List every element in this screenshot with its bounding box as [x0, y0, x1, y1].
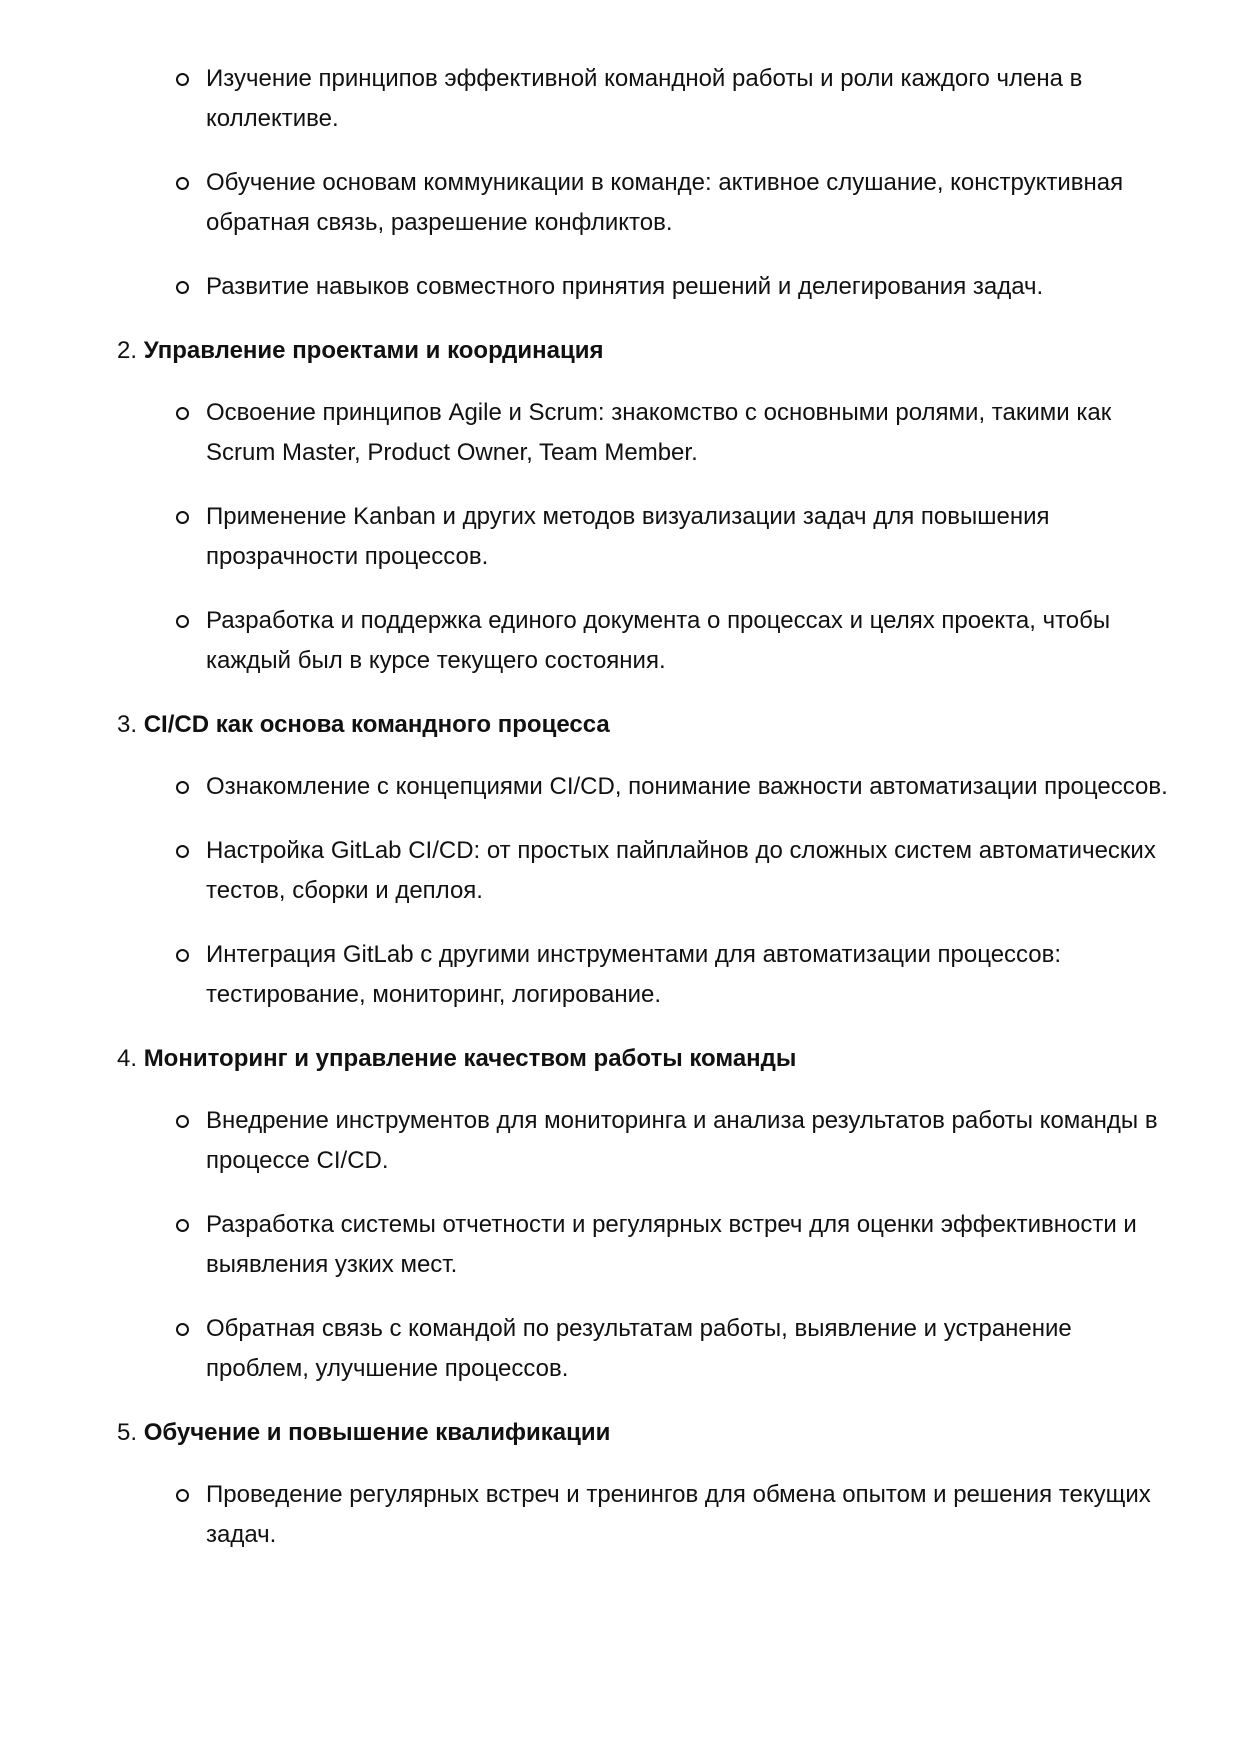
section-heading-5	[0, 1413, 1239, 1453]
list-item-text: Разработка и поддержка единого документа о процессах и целях проекта, чтобы каждый был в курсе текущего состояния.	[206, 607, 1111, 674]
section-title: Обучение и повышение квалификации	[143, 1419, 611, 1446]
section-title: Управление проектами и координация	[143, 337, 604, 364]
list-item	[0, 59, 1239, 139]
hollow-circle-bullet-icon	[176, 615, 189, 628]
hollow-circle-bullet-icon	[176, 407, 189, 420]
hollow-circle-bullet-icon	[176, 845, 189, 858]
hollow-circle-bullet-icon	[176, 1115, 189, 1128]
list-item	[0, 1205, 1239, 1285]
list-item-text: Обратная связь с командой по результатам работы, выявление и устранение проблем, улучшение процессов.	[206, 1315, 1072, 1382]
list-item	[0, 1475, 1239, 1555]
list-item	[0, 393, 1239, 473]
list-item-text: Применение Kanban и других методов визуализации задач для повышения прозрачности процессов.	[206, 503, 1050, 570]
section-heading-3	[0, 705, 1239, 745]
hollow-circle-bullet-icon	[176, 511, 189, 524]
section-title: CI/CD как основа командного процесса	[143, 711, 610, 738]
section-heading-4	[0, 1039, 1239, 1079]
hollow-circle-bullet-icon	[176, 281, 189, 294]
hollow-circle-bullet-icon	[176, 1323, 189, 1336]
list-item-text: Изучение принципов эффективной командной работы и роли каждого члена в коллективе.	[206, 65, 1083, 132]
section-number: 5.	[117, 1419, 138, 1446]
list-item	[0, 1309, 1239, 1389]
list-item-text: Развитие навыков совместного принятия решений и делегирования задач.	[206, 273, 1044, 300]
list-item	[0, 497, 1239, 577]
list-item	[0, 1101, 1239, 1181]
list-item	[0, 767, 1239, 807]
section-1-bullet-list	[0, 0, 1239, 307]
list-item	[0, 601, 1239, 681]
list-item	[0, 163, 1239, 243]
hollow-circle-bullet-icon	[176, 177, 189, 190]
section-heading-2	[0, 331, 1239, 371]
section-4-bullet-list	[0, 1101, 1239, 1389]
list-item-text: Ознакомление с концепциями CI/CD, понимание важности автоматизации процессов.	[206, 773, 1168, 800]
list-item-text: Настройка GitLab CI/CD: от простых пайплайнов до сложных систем автоматических тестов, сборки и деплоя.	[206, 837, 1156, 904]
list-item-text: Интеграция GitLab с другими инструментами для автоматизации процессов: тестирование, мониторинг, логирование.	[206, 941, 1062, 1008]
hollow-circle-bullet-icon	[176, 781, 189, 794]
list-item-text: Проведение регулярных встреч и тренингов для обмена опытом и решения текущих задач.	[206, 1481, 1151, 1548]
list-item	[0, 935, 1239, 1015]
hollow-circle-bullet-icon	[176, 1489, 189, 1502]
section-2-bullet-list	[0, 393, 1239, 681]
section-number: 4.	[117, 1045, 138, 1072]
hollow-circle-bullet-icon	[176, 73, 189, 86]
list-item-text: Разработка системы отчетности и регулярных встреч для оценки эффективности и выявления узких мест.	[206, 1211, 1137, 1278]
hollow-circle-bullet-icon	[176, 949, 189, 962]
list-item	[0, 831, 1239, 911]
section-number: 2.	[117, 337, 138, 364]
section-3-bullet-list	[0, 767, 1239, 1015]
list-item-text: Освоение принципов Agile и Scrum: знакомство с основными ролями, такими как Scrum Master, Product Owner, Team Member.	[206, 399, 1112, 466]
hollow-circle-bullet-icon	[176, 1219, 189, 1232]
section-title: Мониторинг и управление качеством работы команды	[143, 1045, 797, 1072]
list-item	[0, 267, 1239, 307]
list-item-text: Внедрение инструментов для мониторинга и анализа результатов работы команды в процессе CI/CD.	[206, 1107, 1158, 1174]
section-number: 3.	[117, 711, 138, 738]
list-item-text: Обучение основам коммуникации в команде: активное слушание, конструктивная обратная связь, разрешение конфликтов.	[206, 169, 1124, 236]
section-5-bullet-list	[0, 1475, 1239, 1555]
